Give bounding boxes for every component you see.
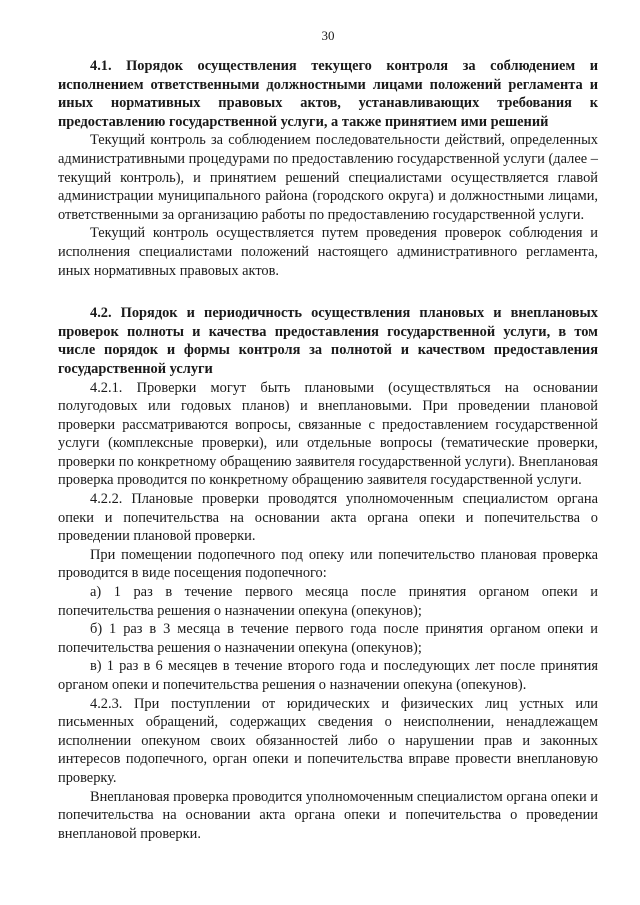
list-item-v: в) 1 раз в 6 месяцев в течение второго года и последующих лет после принятия органом опеки и попечительства решения о назначении опекуна (опекунов). [58,658,598,693]
unscheduled-inspection-paragraph: Внеплановая проверка проводится уполномоченным специалистом органа опеки и попечительства на основании акта органа опеки и попечительства о проведении внеплановой проверки. [58,788,598,842]
page-number: 30 [321,28,335,43]
section-4-1-heading: 4.1. Порядок осуществления текущего контроля за соблюдением и исполнением ответственными должностными лицами положений регламента и иных нормативных правовых актов, устанавливающих требования к предоставлению государственной услуги, а также принятием ими решений [58,58,598,130]
list-item-b: б) 1 раз в 3 месяца в течение первого года после принятия органом опеки и попечительства решения о назначении опекуна (опекунов); [58,621,598,656]
section-4-2-2-paragraph: 4.2.2. Плановые проверки проводятся уполномоченным специалистом органа опеки и попечительства на основании акта органа опеки и попечительства о проведении плановой проверки. [58,491,598,545]
section-4-2-heading: 4.2. Порядок и периодичность осуществления плановых и внеплановых проверок полноты и качества предоставления государственной услуги, в том числе порядок и формы контроля за полнотой и качеством предоставления государственной услуги [58,305,598,377]
section-4-2-3-paragraph: 4.2.3. При поступлении от юридических и физических лиц устных или письменных обращений, содержащих сведения о неисполнении, ненадлежащем исполнении опекуном своих обязанностей либо о нарушении прав и законных интересов подопечного, орган опеки и попечительства вправе провести внеплановую проверку. [58,695,598,786]
section-4-1-paragraph: Текущий контроль за соблюдением последовательности действий, определенных административными процедурами по предоставлению государственной услуги (далее – текущий контроль), и принятием решений специалистами осуществляется главой администрации муниципального района (городского округа) и должностными лицами, ответственными за организацию работы по предоставлению государственной услуги. [58,132,598,223]
section-gap [58,280,598,304]
list-item-a: а) 1 раз в течение первого месяца после принятия органом опеки и попечительства решения о назначении опекуна (опекунов); [58,584,598,619]
section-4-2-1-paragraph: 4.2.1. Проверки могут быть плановыми (осуществляться на основании полугодовых или годовых планов) и внеплановыми. При проведении плановой проверки рассматриваются вопросы, связанные с предоставлением государственной услуги (комплексные проверки), или отдельные вопросы (тематические проверки, проверки по конкретному обращению заявителя государственной услуги). Внеплановая проверка проводится по конкретному обращению заявителя государственной услуги. [58,379,598,489]
document-body [58,57,598,843]
guardianship-inspection-intro: При помещении подопечного под опеку или попечительство плановая проверка проводится в виде посещения подопечного: [58,546,598,582]
section-4-1-paragraph: Текущий контроль осуществляется путем проведения проверок соблюдения и исполнения специалистами положений настоящего административного регламента, иных нормативных правовых актов. [58,225,598,279]
